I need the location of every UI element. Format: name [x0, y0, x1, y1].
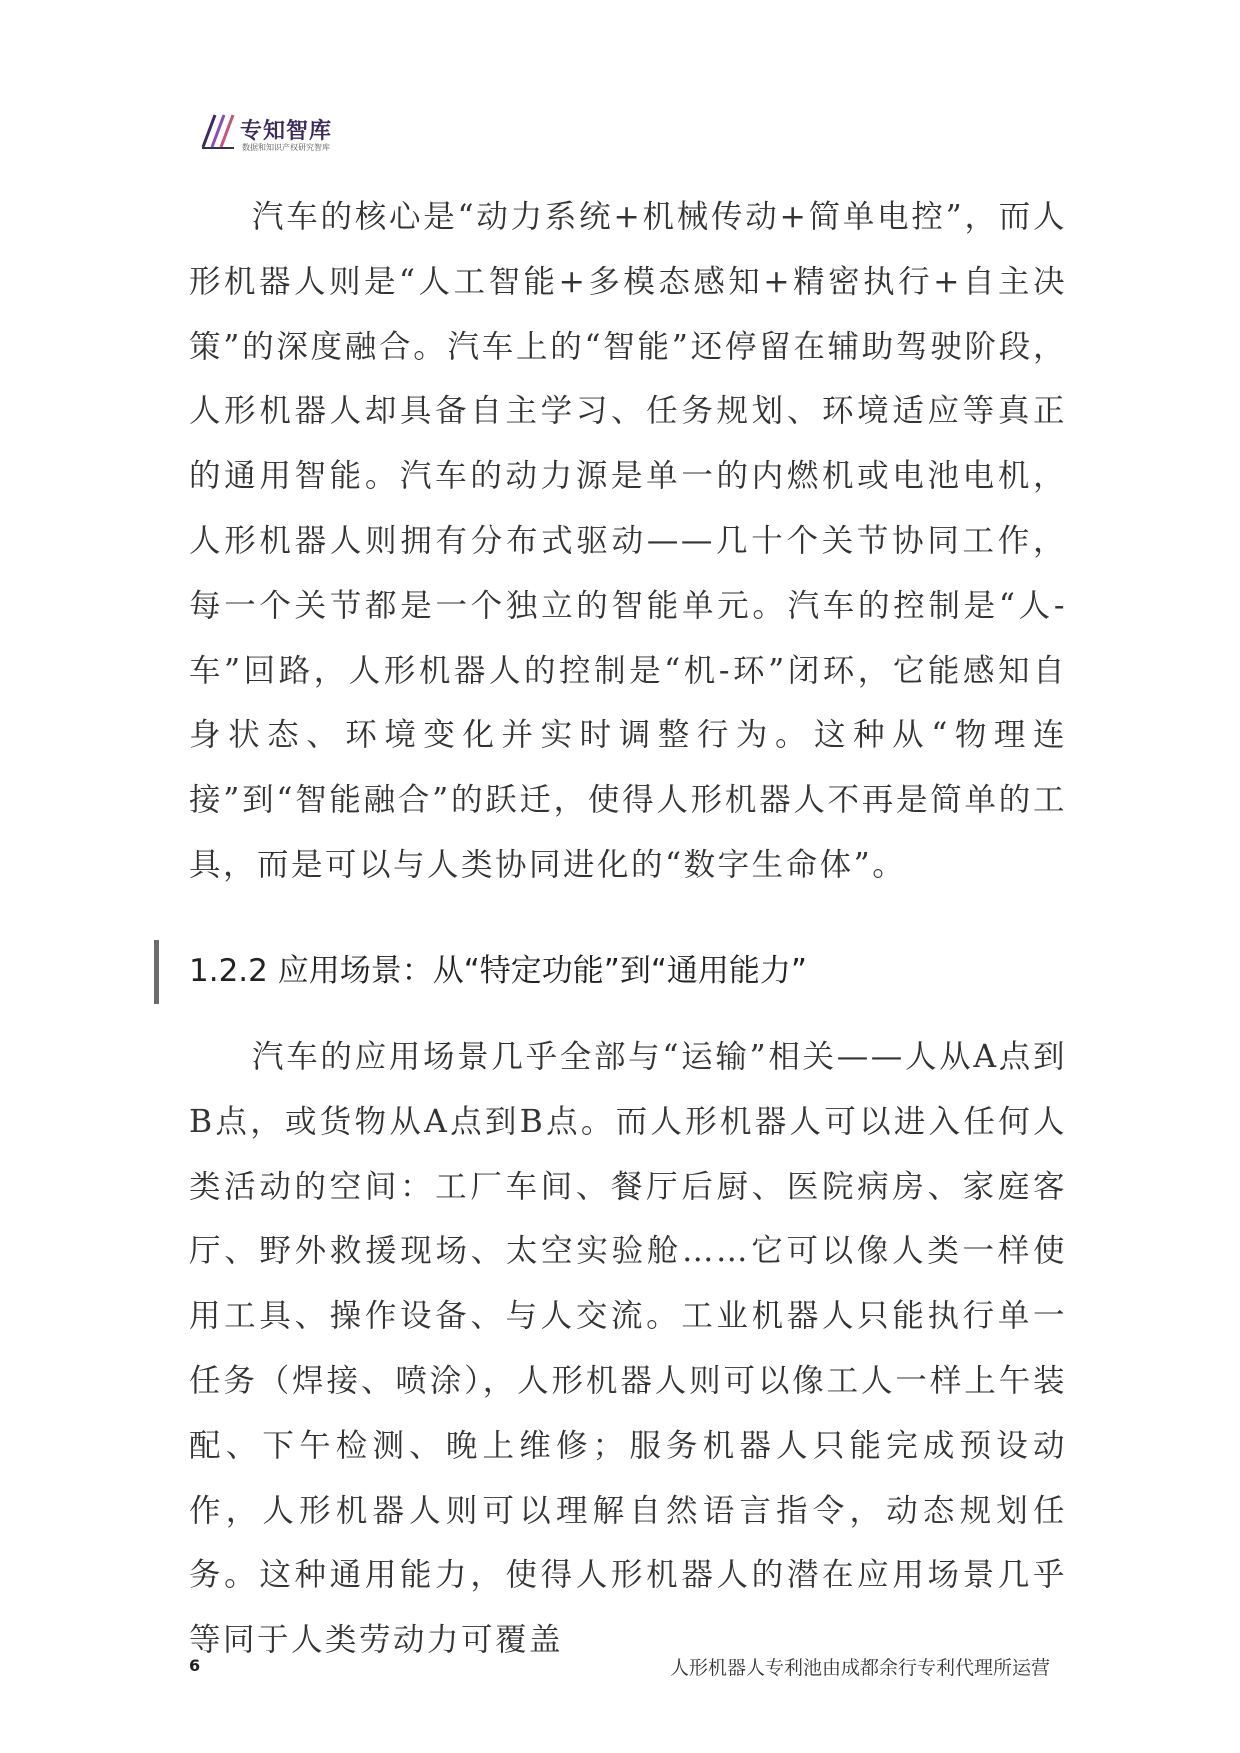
logo-mark-icon [200, 112, 236, 150]
body-paragraph: 汽车的应用场景几乎全部与“运输”相关——人从A点到B点，或货物从A点到B点。而人形机器人可以进入任何人类活动的空间：工厂车间、餐厅后厨、医院病房、家庭客厅、野外救援现场、太空实验舱……它可以像人类一样使用工具、操作设备、与人交流。工业机器人只能执行单一任务（焊接、喷涂），人形机器人则可以像工人一样上午装配、下午检测、晚上维修；服务机器人只能完成预设动作，人形机器人则可以理解自然语言指令，动态规划任务。这种通用能力，使得人形机器人的潜在应用场景几乎等同于人类劳动力可覆盖 [189, 1039, 1067, 1659]
section-heading-bar [154, 940, 159, 1004]
body-paragraph: 汽车的核心是“动力系统+机械传动+简单电控”，而人形机器人则是“人工智能+多模态感知+精密执行+自主决策”的深度融合。汽车上的“智能”还停留在辅助驾驶阶段，人形机器人却具备自主学习、任务规划、环境适应等真正的通用智能。汽车的动力源是单一的内燃机或电池电机，人形机器人则拥有分布式驱动——几十个关节协同工作，每一个关节都是一个独立的智能单元。汽车的控制是“人-车”回路，人形机器人的控制是“机-环”闭环，它能感知自身状态、环境变化并实时调整行为。这种从“物理连接”到“智能融合”的跃迁，使得人形机器人不再是简单的工具，而是可以与人类协同进化的“数字生命体”。 [189, 199, 1067, 883]
footer-text: 人形机器人专利池由成都余行专利代理所运营 [669, 1657, 1050, 1679]
logo-title: 专知智库 [240, 119, 333, 144]
section-heading: 1.2.2 应用场景：从“特定功能”到“通用能力” [189, 953, 807, 989]
logo-subtitle: 数据和知识产权研究智库 [242, 143, 330, 152]
page-number: 6 [189, 1656, 201, 1675]
